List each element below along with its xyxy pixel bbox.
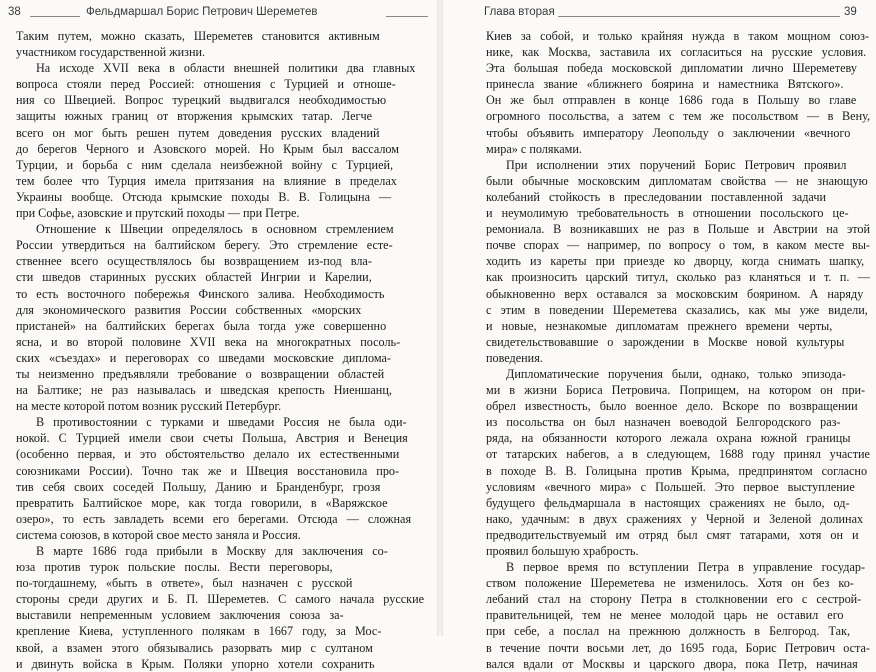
text-line: нике, как Москва, заставила их согласиться на русские условия. [486, 45, 867, 60]
text-line: ты неизменно предъявляли требование о возвращении областей [16, 366, 385, 381]
text-line: до берегов Черного и Азовского морей. Но Крым был вассалом [16, 141, 399, 156]
text-line: защиты южных границ от вторжения крымских татар. Легче [16, 109, 373, 124]
text-line: и неумолимую требовательность в отношении посольского це- [486, 206, 849, 221]
text-line: для экономического развития России собственных «морских [16, 302, 362, 317]
text-line: В противостоянии с турками и шведами Россия не была оди- [36, 415, 407, 430]
text-line: правительницей, тем не менее молодой царь не оставил его [486, 608, 844, 623]
text-line: всего он мог быть решен путем доведения русских владений [16, 125, 380, 140]
text-line: при Софье, азовские и прутский походы — при Петре. [16, 206, 300, 221]
text-line: стороны среди других и Б. П. Шереметев. С самого начала русские [16, 592, 425, 607]
left-page-number: 38 [8, 6, 21, 18]
text-line: участником государственной жизни. [16, 45, 206, 60]
text-line: ских «съездах» и переговорах со шведами московские диплома- [16, 350, 391, 365]
text-line: тем более что Турция имела притязания на влияние в пределах [16, 173, 397, 188]
text-line: обыкновенно верх оставался за московским боярином. А наряду [486, 286, 864, 301]
text-line: Эта большая победа московской дипломатии лично Шереметеву [486, 61, 857, 76]
right-page-number: 39 [844, 6, 857, 18]
right-page [440, 0, 876, 671]
text-line: В марте 1686 года прибыли в Москву для заключения со- [36, 544, 388, 558]
text-line: обрел известность, было военное дело. Вскоре по возвращении [486, 399, 858, 414]
text-line: квой, а взамен этого обязывались разорвать мир с султаном [16, 640, 373, 655]
text-line: (особенно первая, и это обстоятельство делало их естественными [16, 447, 400, 462]
text-line: Украины вообще. Отсюда крымские походы В. В. Голицына — [16, 189, 392, 204]
text-line: от татарских набегов, а в следующем, 1688 году принял участие [486, 447, 870, 462]
text-line: нокой. С Турцией имели свои счеты Польша, Австрия и Венеция [16, 431, 408, 446]
text-line: в течение почти восьми лет, до 1695 года, Борис Петрович оста- [486, 640, 870, 655]
text-line: ряда, на обязанности которого лежала охрана южной границы [486, 431, 851, 446]
left-page-text [16, 28, 424, 672]
text-line: из посольства он был назначен воеводой Белгородского раз- [486, 415, 841, 430]
text-line: юза против турок польские послы. Вести переговоры, [16, 560, 333, 575]
text-line: лебаний стал на сторону Петра в столкновении его с сестрой- [486, 592, 862, 607]
text-line: Он же был отправлен в конце 1686 года в Польшу во главе [486, 93, 857, 108]
text-line: Киев за собой, и только крайняя нужда в таком мощном союз- [486, 29, 869, 43]
text-line: на месте которой потом возник русский Петербург. [16, 399, 282, 414]
text-line: озеро», то есть завладеть всеми его берегами. Отсюда — сложная [16, 511, 412, 526]
left-running-head: Фельдмаршал Борис Петрович Шереметев [86, 6, 318, 18]
text-line: пристаней» на балтийских берегах была тогда уже совершенно [16, 318, 387, 333]
right-page-text [486, 28, 870, 672]
text-line: ходить из кареты при приезде ко дворцу, когда снимать шапку, [486, 254, 865, 269]
text-line: России утвердиться на балтийском берегу. Это стремление есте- [16, 238, 393, 253]
text-line: союзниками России). Точно так же и Швеция восстановила про- [16, 463, 400, 478]
text-line: выставили непременным условием заключения союза за- [16, 608, 344, 623]
text-line: как произносить царский титул, сколько раз кланяться и т. п. — [486, 270, 870, 285]
text-line: на Балтике; не раз называлась и шведская крепость Ниеншанц, [16, 383, 392, 398]
text-line: ремониала. В возникавших не раз в Польше и Австрии на этой [486, 222, 870, 237]
text-line: вопроса стояли перед Россией: отношения с Турцией и отноше- [16, 77, 396, 92]
right-running-head: Глава вторая [484, 6, 555, 18]
text-line: ми в жизни Бориса Петровича. Поприщем, на котором он при- [486, 383, 866, 398]
text-line: поведения. [486, 350, 543, 365]
text-line: будущего фельдмаршала в настоящих сражениях не было, од- [486, 495, 850, 510]
text-line: чтобы объявить императору Леопольду о заключении «вечного [486, 125, 851, 140]
text-line: тив себя своих соседей Польшу, Данию и Бранденбург, грозя [16, 479, 381, 494]
text-line: при себе, а послал на прежнюю должность в Белгород. Так, [486, 624, 851, 639]
text-line: то есть восточного побережья Финского залива. Необходимость [16, 286, 385, 301]
right-page-header [440, 6, 876, 22]
header-rule [558, 16, 840, 17]
text-line: принесла звание «ближнего боярина и наместника Вятского». [486, 77, 844, 92]
text-line: ния со Швецией. Вопрос турецкий выдвигался необходимостью [16, 93, 387, 108]
text-line: ственнее всего осуществлялось бы возвращением из-под вла- [16, 254, 372, 269]
text-line: крепление Киева, уступленного полякам в 1667 году, за Мос- [16, 624, 382, 639]
text-line: При исполнении этих поручений Борис Петрович проявил [506, 157, 847, 172]
text-line: Турции, и борьба с ним сделала неизбежной войну с Турцией, [16, 157, 394, 172]
text-line: Отношение к Швеции определялось в основном стремлением [36, 222, 394, 237]
text-line: ясна, и во второй половине XVII века на многократных посоль- [16, 334, 401, 349]
text-line: В первое время по вступлении Петра в управление государ- [506, 560, 866, 575]
text-line: огромного посольства, а затем с тем же посольством — в Вену, [486, 109, 871, 124]
header-rule [386, 16, 428, 17]
left-page-header [0, 6, 440, 22]
text-line: почве спорах — например, по вопросу о том, в каком месте вы- [486, 238, 870, 253]
text-line: ством положение Шереметева не изменилось. Хотя он без ко- [486, 576, 854, 591]
text-line: и двинуть войска в Крым. Поляки упорно хотели сохранить [16, 656, 375, 671]
text-line: в походе В. В. Голицына против Крыма, предпринятом согласно [486, 463, 868, 478]
text-line: система союзов, в которой свое место заняла и Россия. [16, 527, 301, 542]
text-line: и новые, незнакомые дипломатам прежнего времени черты, [486, 318, 833, 333]
text-line: вался вдали от Москвы и царского двора, пока Петр, начиная [486, 656, 858, 671]
text-line: предводительствуемый им отряд был смят татарами, хотя он и [486, 527, 859, 542]
header-rule [30, 16, 80, 17]
text-line: по-тогдашнему, «быть в ответе», был назначен с русской [16, 576, 353, 591]
text-line: были обычные московским дипломатам свойства — не знающую [486, 173, 868, 188]
text-line: колебаний стойкость в преследовании поставленной задачи [486, 189, 826, 204]
text-line: превратить Балтийское море, как тогда говорили, в «Варяжское [16, 495, 388, 510]
text-line: мира» с поляками. [486, 141, 582, 156]
text-line: условиям «вечного мира» с Польшей. Это первое выступление [486, 479, 855, 494]
text-line: сти шведов старинных русских областей Ингрии и Карелии, [16, 270, 372, 285]
text-line: Таким путем, можно сказать, Шереметев становится активным [16, 29, 380, 43]
text-line: нако, удачным: в двух сражениях у Черной и Зеленой долинах [486, 511, 864, 526]
text-line: свидетельствовавшие о зарождении в Москве новой культуры [486, 334, 845, 349]
text-line: Дипломатические поручения были, однако, только эпизода- [506, 366, 846, 381]
text-line: проявил большую храбрость. [486, 544, 639, 558]
text-line: с этим в поведении Шереметева сказались, как мы уже видели, [486, 302, 868, 317]
text-line: На исходе XVII века в области внешней политики два главных [36, 61, 416, 76]
